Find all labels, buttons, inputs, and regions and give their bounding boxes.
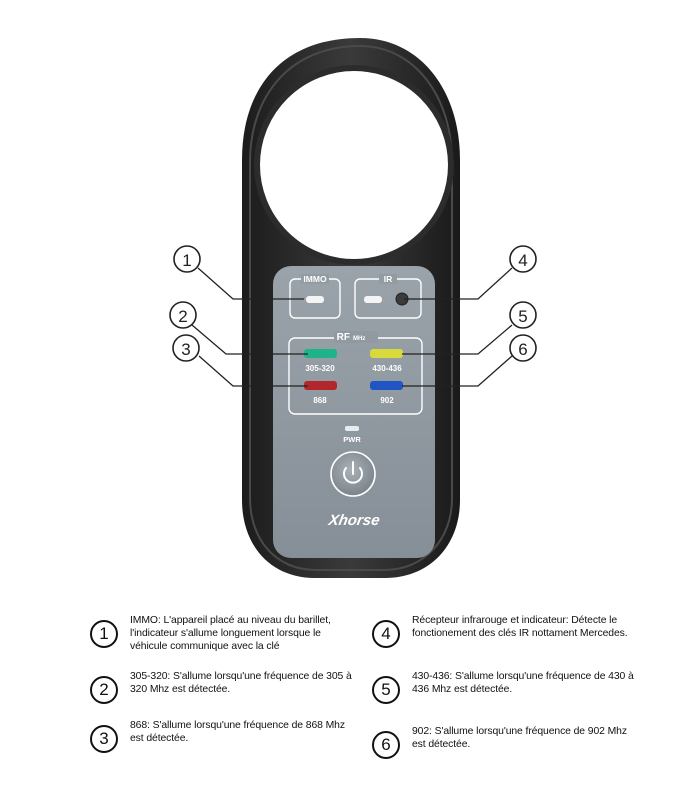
callout-1	[174, 246, 200, 272]
legend-number: 1	[90, 620, 118, 648]
legend-item-6	[372, 725, 672, 795]
led-305-320-label: 305-320	[305, 364, 335, 373]
xhorse-logo: Xhorse	[327, 512, 382, 529]
legend-number: 6	[372, 731, 400, 759]
led-430-436	[370, 349, 403, 358]
immo-label: IMMO	[303, 274, 327, 284]
legend-text: 305-320: S'allume lorsqu'une fréquence de 305 à 320 Mhz est détectée.	[130, 671, 352, 696]
pwr-led	[345, 426, 359, 431]
ir-label: IR	[383, 274, 393, 284]
callout-5	[510, 302, 536, 328]
immo-led	[306, 296, 324, 303]
legend-text: IMMO: L'appareil placé au niveau du barillet, l'indicateur s'allume longuement lorsque le véhicule communique avec la clé	[130, 615, 331, 653]
legend-text: 902: S'allume lorsqu'une fréquence de 902 Mhz est détectée.	[412, 726, 627, 751]
svg-text:1: 1	[182, 251, 192, 270]
key-ring-hole	[257, 68, 451, 262]
legend-number: 3	[90, 725, 118, 753]
callout-2	[170, 302, 196, 328]
svg-text:6: 6	[518, 340, 528, 359]
svg-text:5: 5	[518, 307, 528, 326]
legend-item-3	[90, 719, 390, 789]
svg-text:3: 3	[181, 340, 191, 359]
callout-3	[173, 335, 199, 361]
legend-number: 2	[90, 676, 118, 704]
legend-text: Récepteur infrarouge et indicateur: Détecte le fonctionement des clés IR nottament Mercedes.	[412, 615, 628, 640]
rf-label: RF	[336, 332, 350, 343]
legend-number: 4	[372, 620, 400, 648]
ir-led	[364, 296, 382, 303]
led-868	[304, 381, 337, 390]
led-305-320	[304, 349, 337, 358]
rf-unit: MHz	[353, 336, 366, 342]
svg-text:4: 4	[518, 251, 528, 270]
led-902	[370, 381, 403, 390]
callout-6	[510, 335, 536, 361]
pwr-label: PWR	[343, 435, 361, 444]
legend-text: 868: S'allume lorsqu'une fréquence de 868 Mhz est détectée.	[130, 720, 345, 745]
led-430-436-label: 430-436	[372, 364, 402, 373]
callout-4	[510, 246, 536, 272]
led-902-label: 902	[380, 396, 394, 405]
svg-text:2: 2	[178, 307, 188, 326]
legend-text: 430-436: S'allume lorsqu'une fréquence de 430 à 436 Mhz est détectée.	[412, 671, 634, 696]
legend-number: 5	[372, 676, 400, 704]
led-868-label: 868	[313, 396, 327, 405]
